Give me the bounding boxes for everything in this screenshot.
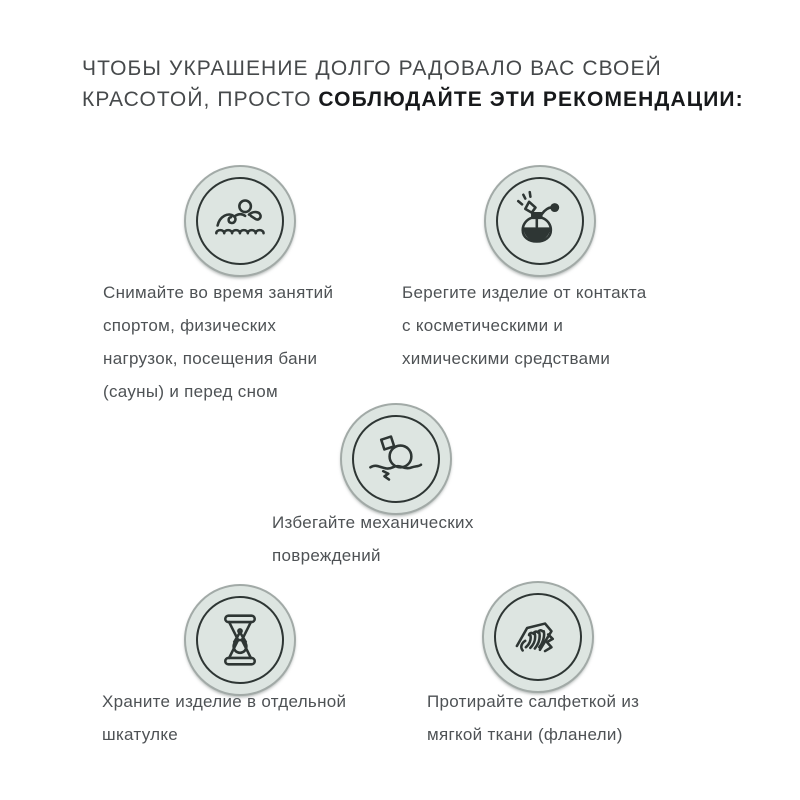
page-title bbox=[82, 53, 762, 115]
ring-scratch-icon bbox=[364, 427, 428, 491]
care-item-cosmetics-medallion bbox=[484, 165, 596, 277]
icon-ring bbox=[196, 177, 284, 265]
icon-ring bbox=[196, 596, 284, 684]
icon-ring bbox=[494, 593, 582, 681]
page-title-line2-bold: СОБЛЮДАЙТЕ ЭТИ РЕКОМЕНДАЦИИ: bbox=[318, 88, 744, 111]
care-item-swimming-text: Снимайте во время занятий спортом, физических нагрузок, посещения бани (сауны) и перед сном bbox=[103, 283, 334, 401]
page-title-line2-regular: КРАСОТОЙ, ПРОСТО bbox=[82, 88, 312, 111]
care-item-cleaning-text: Протирайте салфеткой из мягкой ткани (фланели) bbox=[427, 692, 640, 744]
perfume-atomizer-icon bbox=[508, 189, 572, 253]
icon-ring bbox=[352, 415, 440, 503]
care-item-swimming-medallion bbox=[184, 165, 296, 277]
care-item-storage-medallion bbox=[184, 584, 296, 696]
page-title-line2 bbox=[82, 84, 762, 115]
care-item-damage-medallion bbox=[340, 403, 452, 515]
icon-ring bbox=[496, 177, 584, 265]
page-title-line1: ЧТОБЫ УКРАШЕНИЕ ДОЛГО РАДОВАЛО ВАС СВОЕЙ bbox=[82, 57, 662, 80]
jewelry-box-icon bbox=[208, 608, 272, 672]
care-item-storage-text: Храните изделие в отдельной шкатулке bbox=[102, 692, 347, 744]
care-item-cosmetics-text: Берегите изделие от контакта с косметическими и химическими средствами bbox=[402, 283, 647, 368]
care-item-cleaning-medallion bbox=[482, 581, 594, 693]
swimmer-icon bbox=[208, 189, 272, 253]
care-item-damage-text: Избегайте механических повреждений bbox=[272, 513, 474, 565]
cloth-wipe-icon bbox=[506, 605, 570, 669]
